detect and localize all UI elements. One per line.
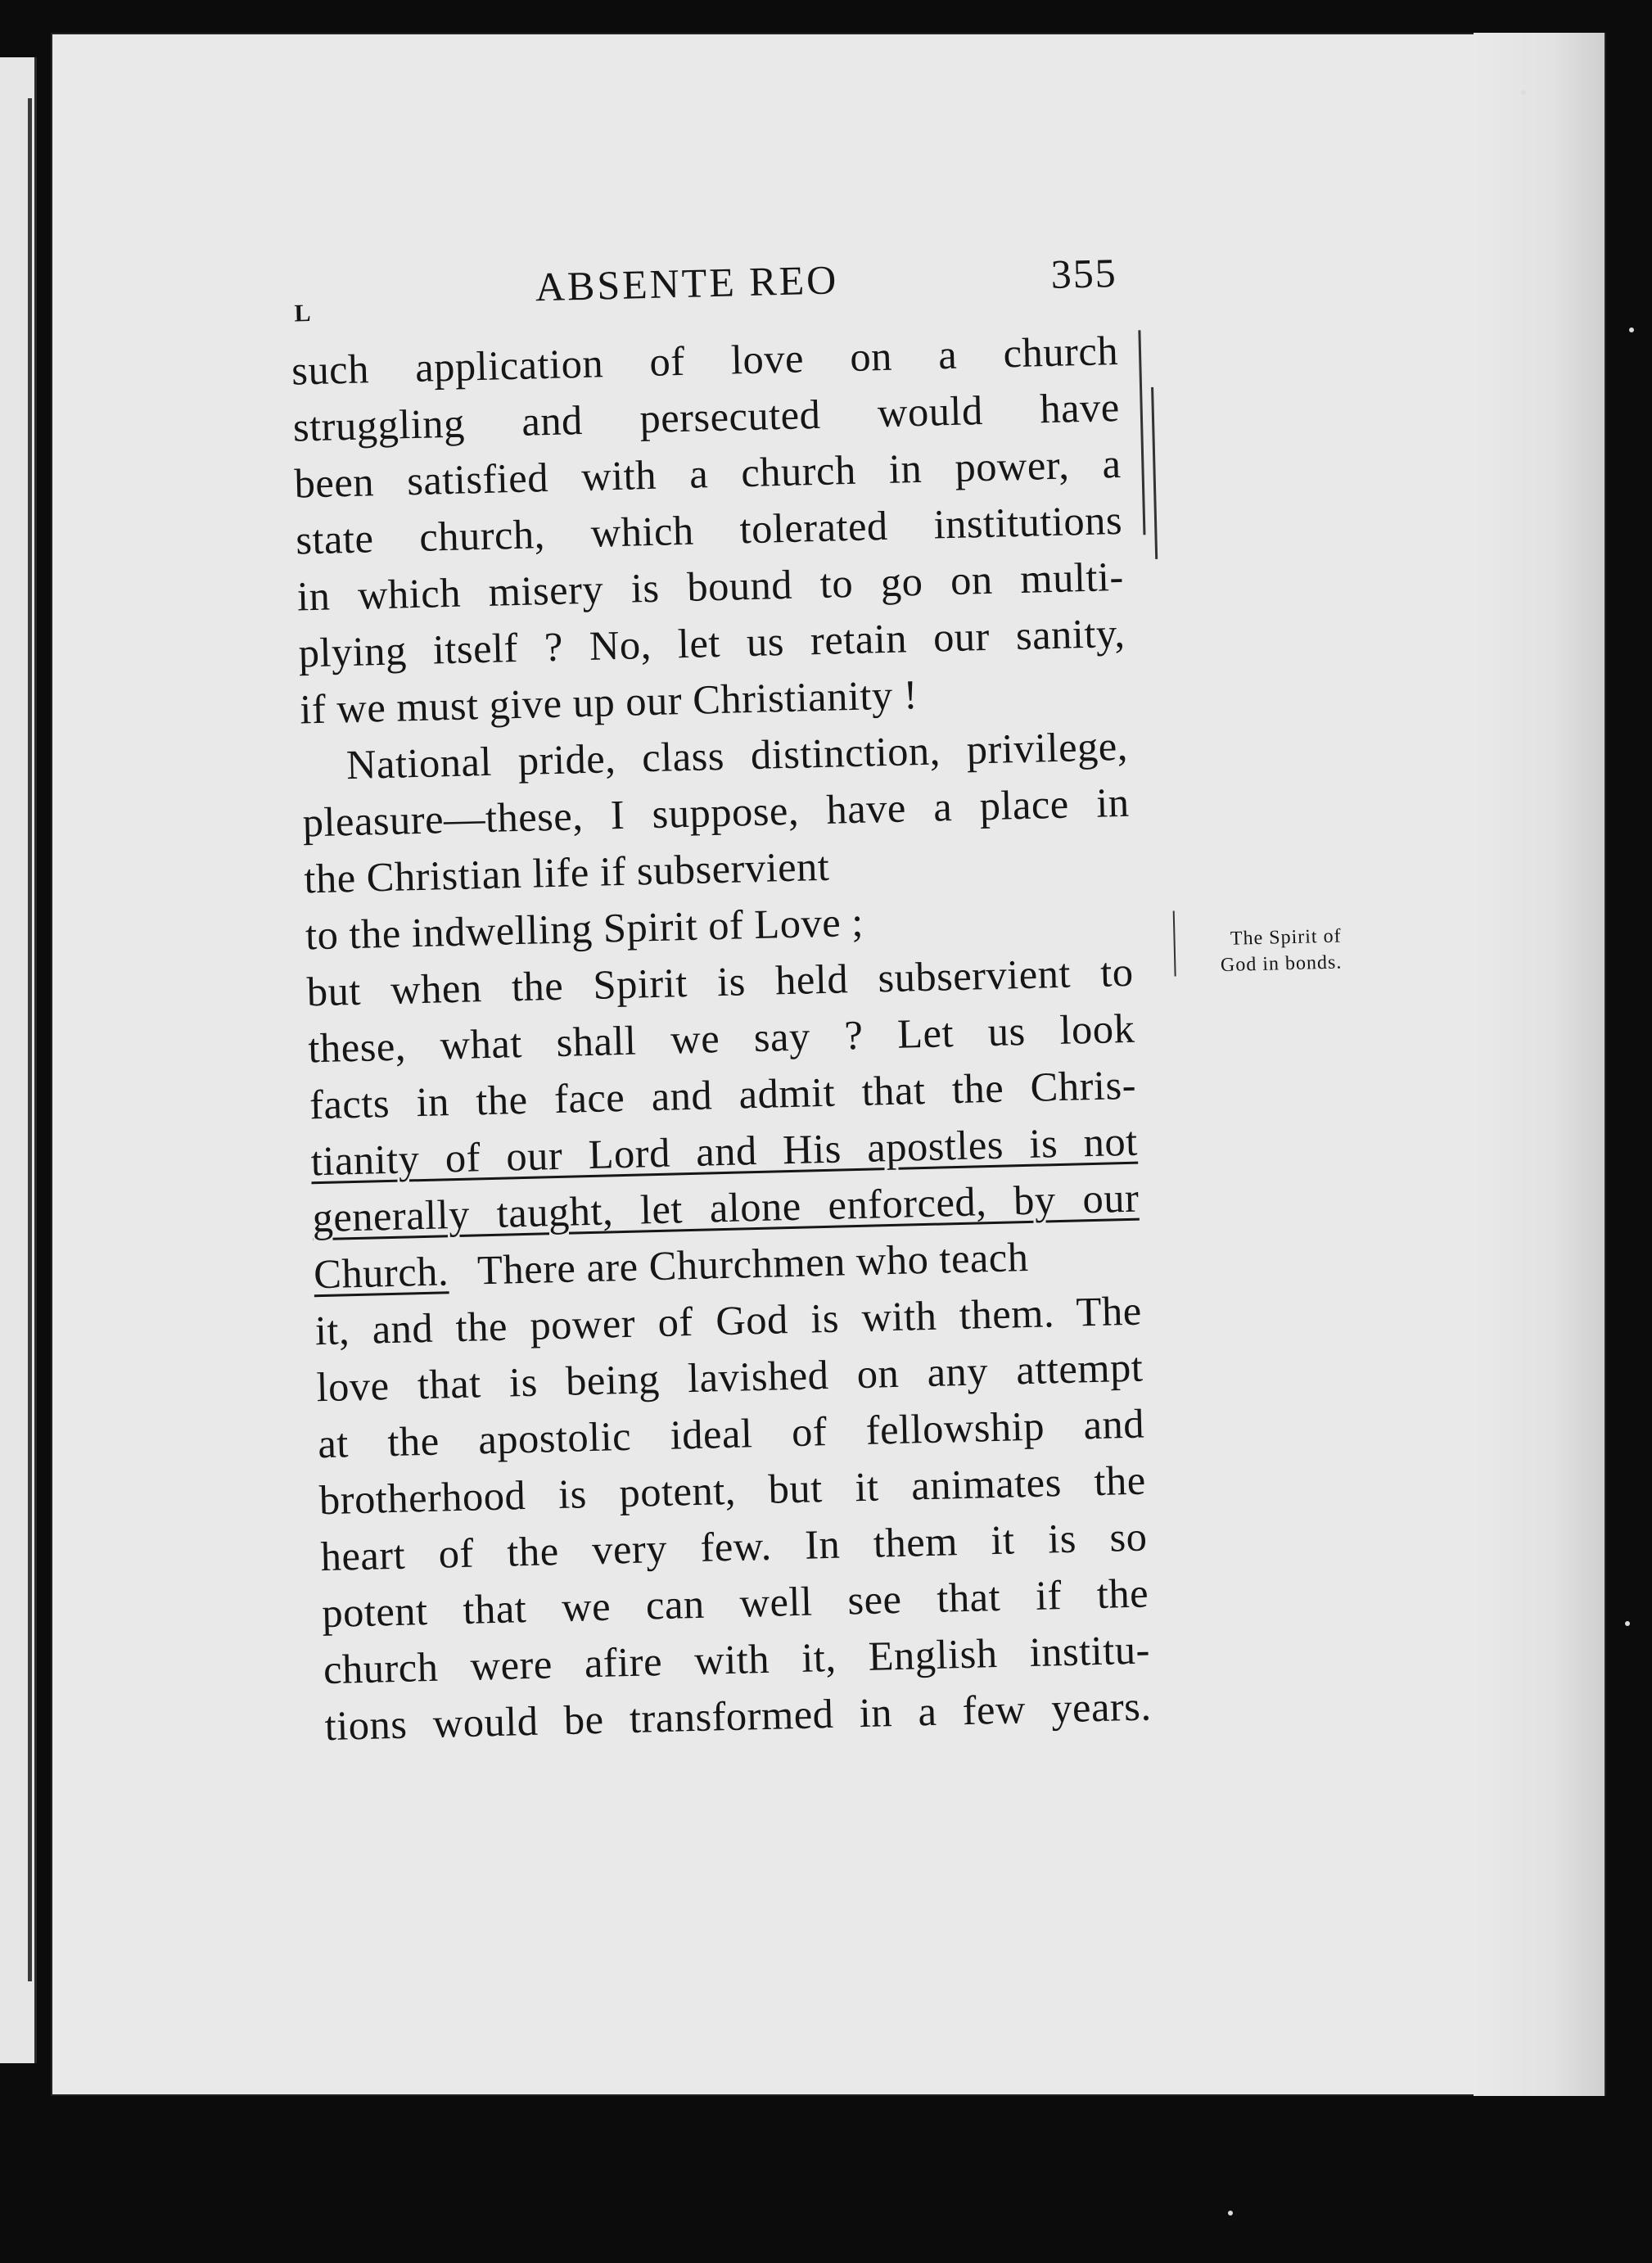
text-line: church were afire with it, English institu- [323,1626,1151,1693]
underlined-word: Church. [313,1248,449,1298]
underlined-text-line: generally taught, let alone enforced, by our [311,1174,1140,1241]
body-text [291,323,1152,1755]
text-line: tions would be transformed in a few years. [324,1683,1153,1750]
previous-page-edge [28,98,32,1981]
text-line: if we must give up our Christianity ! [299,671,919,733]
text-line: to the indwelling Spirit of Love ; [305,898,864,959]
text-line: facts in the face and admit that the Chris- [309,1061,1137,1128]
text-line: National pride, class distinction, privilege, [345,722,1129,788]
text-line: heart of the very few. In them it is so [319,1513,1149,1580]
page-number: 355 [1049,249,1118,297]
dust-speck [1625,1621,1630,1626]
text-line: love that is being lavished on any attempt [315,1344,1144,1411]
page-fore-edge [1474,33,1605,2096]
marginal-sidenote [1177,923,1343,979]
dust-speck [1228,2211,1233,2216]
text-line: been satisfied with a church in power, a [293,440,1122,507]
underlined-text-line: tianity of our Lord and His apostles is not [310,1118,1139,1185]
dust-speck [1629,327,1634,332]
text-line: at the apostolic ideal of fellowship and [317,1400,1145,1467]
text-line: pleasure—these, I suppose, have a place in [302,779,1131,846]
sidenote-line: The Spirit of [1230,925,1342,950]
text-line: but when the Spirit is held subservient to [306,948,1135,1015]
running-title: ABSENTE REO [535,256,839,310]
text-line: these, what shall we say ? Let us look [307,1005,1135,1072]
text-run: There are Churchmen who teach [476,1233,1030,1294]
text-line: plying itself ? No, let us retain our sanity, [298,609,1126,676]
dust-speck [1521,90,1526,95]
sidenote-line: God in bonds. [1220,951,1343,977]
text-line: such application of love on a church [291,327,1119,394]
text-line: it, and the power of God is with them. The [314,1287,1143,1354]
text-line: in which misery is bound to go on multi- [296,553,1125,620]
text-line: brotherhood is potent, but it animates the [318,1457,1147,1524]
text-line: state church, which tolerated institutions [295,496,1123,563]
text-line: struggling and persecuted would have [292,383,1121,450]
signature-letter: L [294,299,313,327]
text-line: potent that we can well see that if the [321,1570,1149,1637]
text-line: the Christian life if subservient [303,842,830,902]
